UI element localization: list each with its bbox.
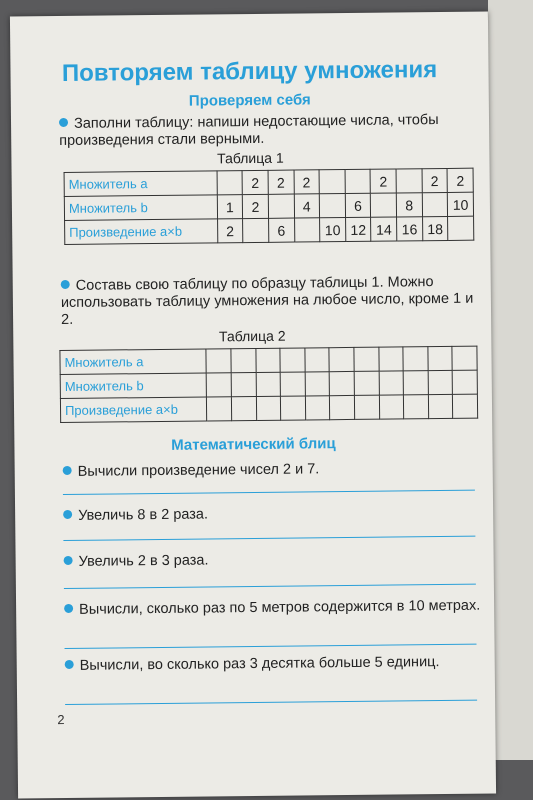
table-cell[interactable] bbox=[329, 347, 354, 371]
table-cell[interactable] bbox=[371, 193, 397, 217]
table-cell[interactable] bbox=[305, 396, 330, 420]
table-cell: 1 bbox=[217, 195, 243, 219]
table-cell: 14 bbox=[371, 217, 397, 241]
table-cell: 6 bbox=[345, 193, 371, 217]
table-cell[interactable] bbox=[305, 348, 330, 372]
table-cell[interactable] bbox=[403, 371, 428, 395]
bullet-icon bbox=[64, 604, 73, 613]
table-cell[interactable] bbox=[378, 347, 403, 371]
table-2 bbox=[59, 346, 478, 423]
table-cell: 8 bbox=[396, 193, 422, 217]
blitz-task-4 bbox=[64, 598, 484, 619]
bullet-icon bbox=[64, 556, 73, 565]
table-cell[interactable] bbox=[280, 372, 305, 396]
table-cell[interactable] bbox=[354, 395, 379, 419]
blitz-task-2 bbox=[63, 504, 483, 525]
task-2-text: Составь свою таблицу по образцу таблицы 1. Можно использовать таблицу умножения на любое число, кроме 1 и 2. bbox=[60, 274, 474, 329]
bullet-icon bbox=[63, 466, 72, 475]
answer-line[interactable] bbox=[63, 536, 475, 541]
table-cell[interactable] bbox=[256, 372, 281, 396]
blitz-task-4-text: Вычисли, сколько раз по 5 метров содержится в 10 метрах. bbox=[79, 597, 481, 618]
table-cell[interactable] bbox=[403, 347, 428, 371]
table-cell[interactable] bbox=[396, 169, 422, 193]
table-cell: 18 bbox=[422, 216, 448, 240]
row-label: Произведение a×b bbox=[60, 397, 207, 423]
table-cell: 16 bbox=[397, 217, 423, 241]
table-cell[interactable] bbox=[305, 372, 330, 396]
row-label: Множитель b bbox=[64, 195, 217, 221]
row-label: Множитель a bbox=[60, 349, 207, 375]
table-1-caption: Таблица 1 bbox=[217, 149, 284, 167]
bullet-icon bbox=[63, 510, 72, 519]
blitz-task-3-text: Увеличь 2 в 3 раза. bbox=[78, 552, 209, 570]
table-cell[interactable] bbox=[452, 346, 477, 370]
table-cell[interactable] bbox=[354, 347, 379, 371]
table-cell: 2 bbox=[242, 170, 268, 194]
table-cell[interactable] bbox=[330, 395, 355, 419]
section-heading-blitz: Математический блиц bbox=[171, 435, 336, 454]
answer-line[interactable] bbox=[63, 490, 475, 495]
section-heading-check: Проверяем себя bbox=[188, 91, 311, 110]
blitz-task-5-text: Вычисли, во сколько раз 3 десятка больше 5 единиц. bbox=[79, 654, 440, 674]
task-1-text: Заполни таблицу: напиши недостающие числа, чтобы произведения стали верными. bbox=[59, 112, 439, 150]
table-cell: 2 bbox=[370, 169, 396, 193]
table-cell[interactable] bbox=[319, 194, 345, 218]
table-cell: 12 bbox=[345, 217, 371, 241]
answer-line[interactable] bbox=[65, 700, 477, 705]
bullet-icon bbox=[61, 280, 70, 289]
workbook-page bbox=[10, 12, 496, 799]
table-cell[interactable] bbox=[280, 348, 305, 372]
blitz-task-1 bbox=[63, 460, 483, 481]
blitz-task-1-text: Вычисли произведение чисел 2 и 7. bbox=[77, 461, 320, 480]
page-number: 2 bbox=[57, 711, 65, 728]
table-cell[interactable] bbox=[428, 346, 453, 370]
answer-line[interactable] bbox=[65, 644, 477, 649]
table-cell[interactable] bbox=[231, 396, 256, 420]
table-cell[interactable] bbox=[217, 171, 243, 195]
table-cell: 10 bbox=[320, 218, 346, 242]
table-cell[interactable] bbox=[354, 371, 379, 395]
adjacent-page bbox=[488, 0, 533, 760]
table-cell[interactable] bbox=[206, 349, 231, 373]
table-cell: 2 bbox=[268, 170, 294, 194]
table-cell: 2 bbox=[447, 168, 473, 192]
table-cell[interactable] bbox=[243, 218, 269, 242]
table-cell[interactable] bbox=[345, 169, 371, 193]
table-cell[interactable] bbox=[452, 370, 477, 394]
table-cell[interactable] bbox=[428, 394, 453, 418]
table-cell: 4 bbox=[294, 194, 320, 218]
table-cell[interactable] bbox=[207, 397, 232, 421]
table-cell[interactable] bbox=[319, 170, 345, 194]
table-2-caption: Таблица 2 bbox=[218, 327, 286, 345]
table-cell[interactable] bbox=[448, 216, 474, 240]
bullet-icon bbox=[65, 660, 74, 669]
table-cell: 2 bbox=[217, 219, 243, 243]
answer-line[interactable] bbox=[64, 584, 476, 589]
table-cell[interactable] bbox=[379, 371, 404, 395]
table-row bbox=[60, 394, 477, 422]
table-cell[interactable] bbox=[379, 395, 404, 419]
table-cell: 2 bbox=[422, 168, 448, 192]
page-title: Повторяем таблицу умножения bbox=[61, 56, 438, 87]
table-cell[interactable] bbox=[453, 394, 478, 418]
table-cell[interactable] bbox=[404, 395, 429, 419]
table-cell[interactable] bbox=[268, 194, 294, 218]
row-label: Множитель a bbox=[64, 171, 217, 197]
table-cell: 6 bbox=[268, 218, 294, 242]
table-cell[interactable] bbox=[428, 370, 453, 394]
blitz-task-5 bbox=[65, 654, 485, 675]
table-cell: 2 bbox=[294, 170, 320, 194]
table-1 bbox=[64, 168, 475, 245]
row-label: Множитель b bbox=[60, 373, 207, 399]
blitz-task-3 bbox=[64, 550, 484, 571]
table-cell: 2 bbox=[243, 194, 269, 218]
row-label: Произведение a×b bbox=[65, 219, 218, 245]
table-cell[interactable] bbox=[422, 192, 448, 216]
table-cell[interactable] bbox=[281, 396, 306, 420]
task-2 bbox=[61, 274, 482, 329]
table-cell[interactable] bbox=[256, 396, 281, 420]
table-cell[interactable] bbox=[231, 372, 256, 396]
table-cell: 10 bbox=[448, 192, 474, 216]
table-cell[interactable] bbox=[231, 348, 256, 372]
table-cell[interactable] bbox=[256, 348, 281, 372]
blitz-task-2-text: Увеличь 8 в 2 раза. bbox=[78, 506, 209, 524]
table-cell[interactable] bbox=[294, 218, 320, 242]
table-cell[interactable] bbox=[207, 373, 232, 397]
table-cell[interactable] bbox=[330, 371, 355, 395]
task-1 bbox=[59, 112, 479, 150]
bullet-icon bbox=[59, 118, 68, 127]
table-row bbox=[65, 216, 474, 244]
